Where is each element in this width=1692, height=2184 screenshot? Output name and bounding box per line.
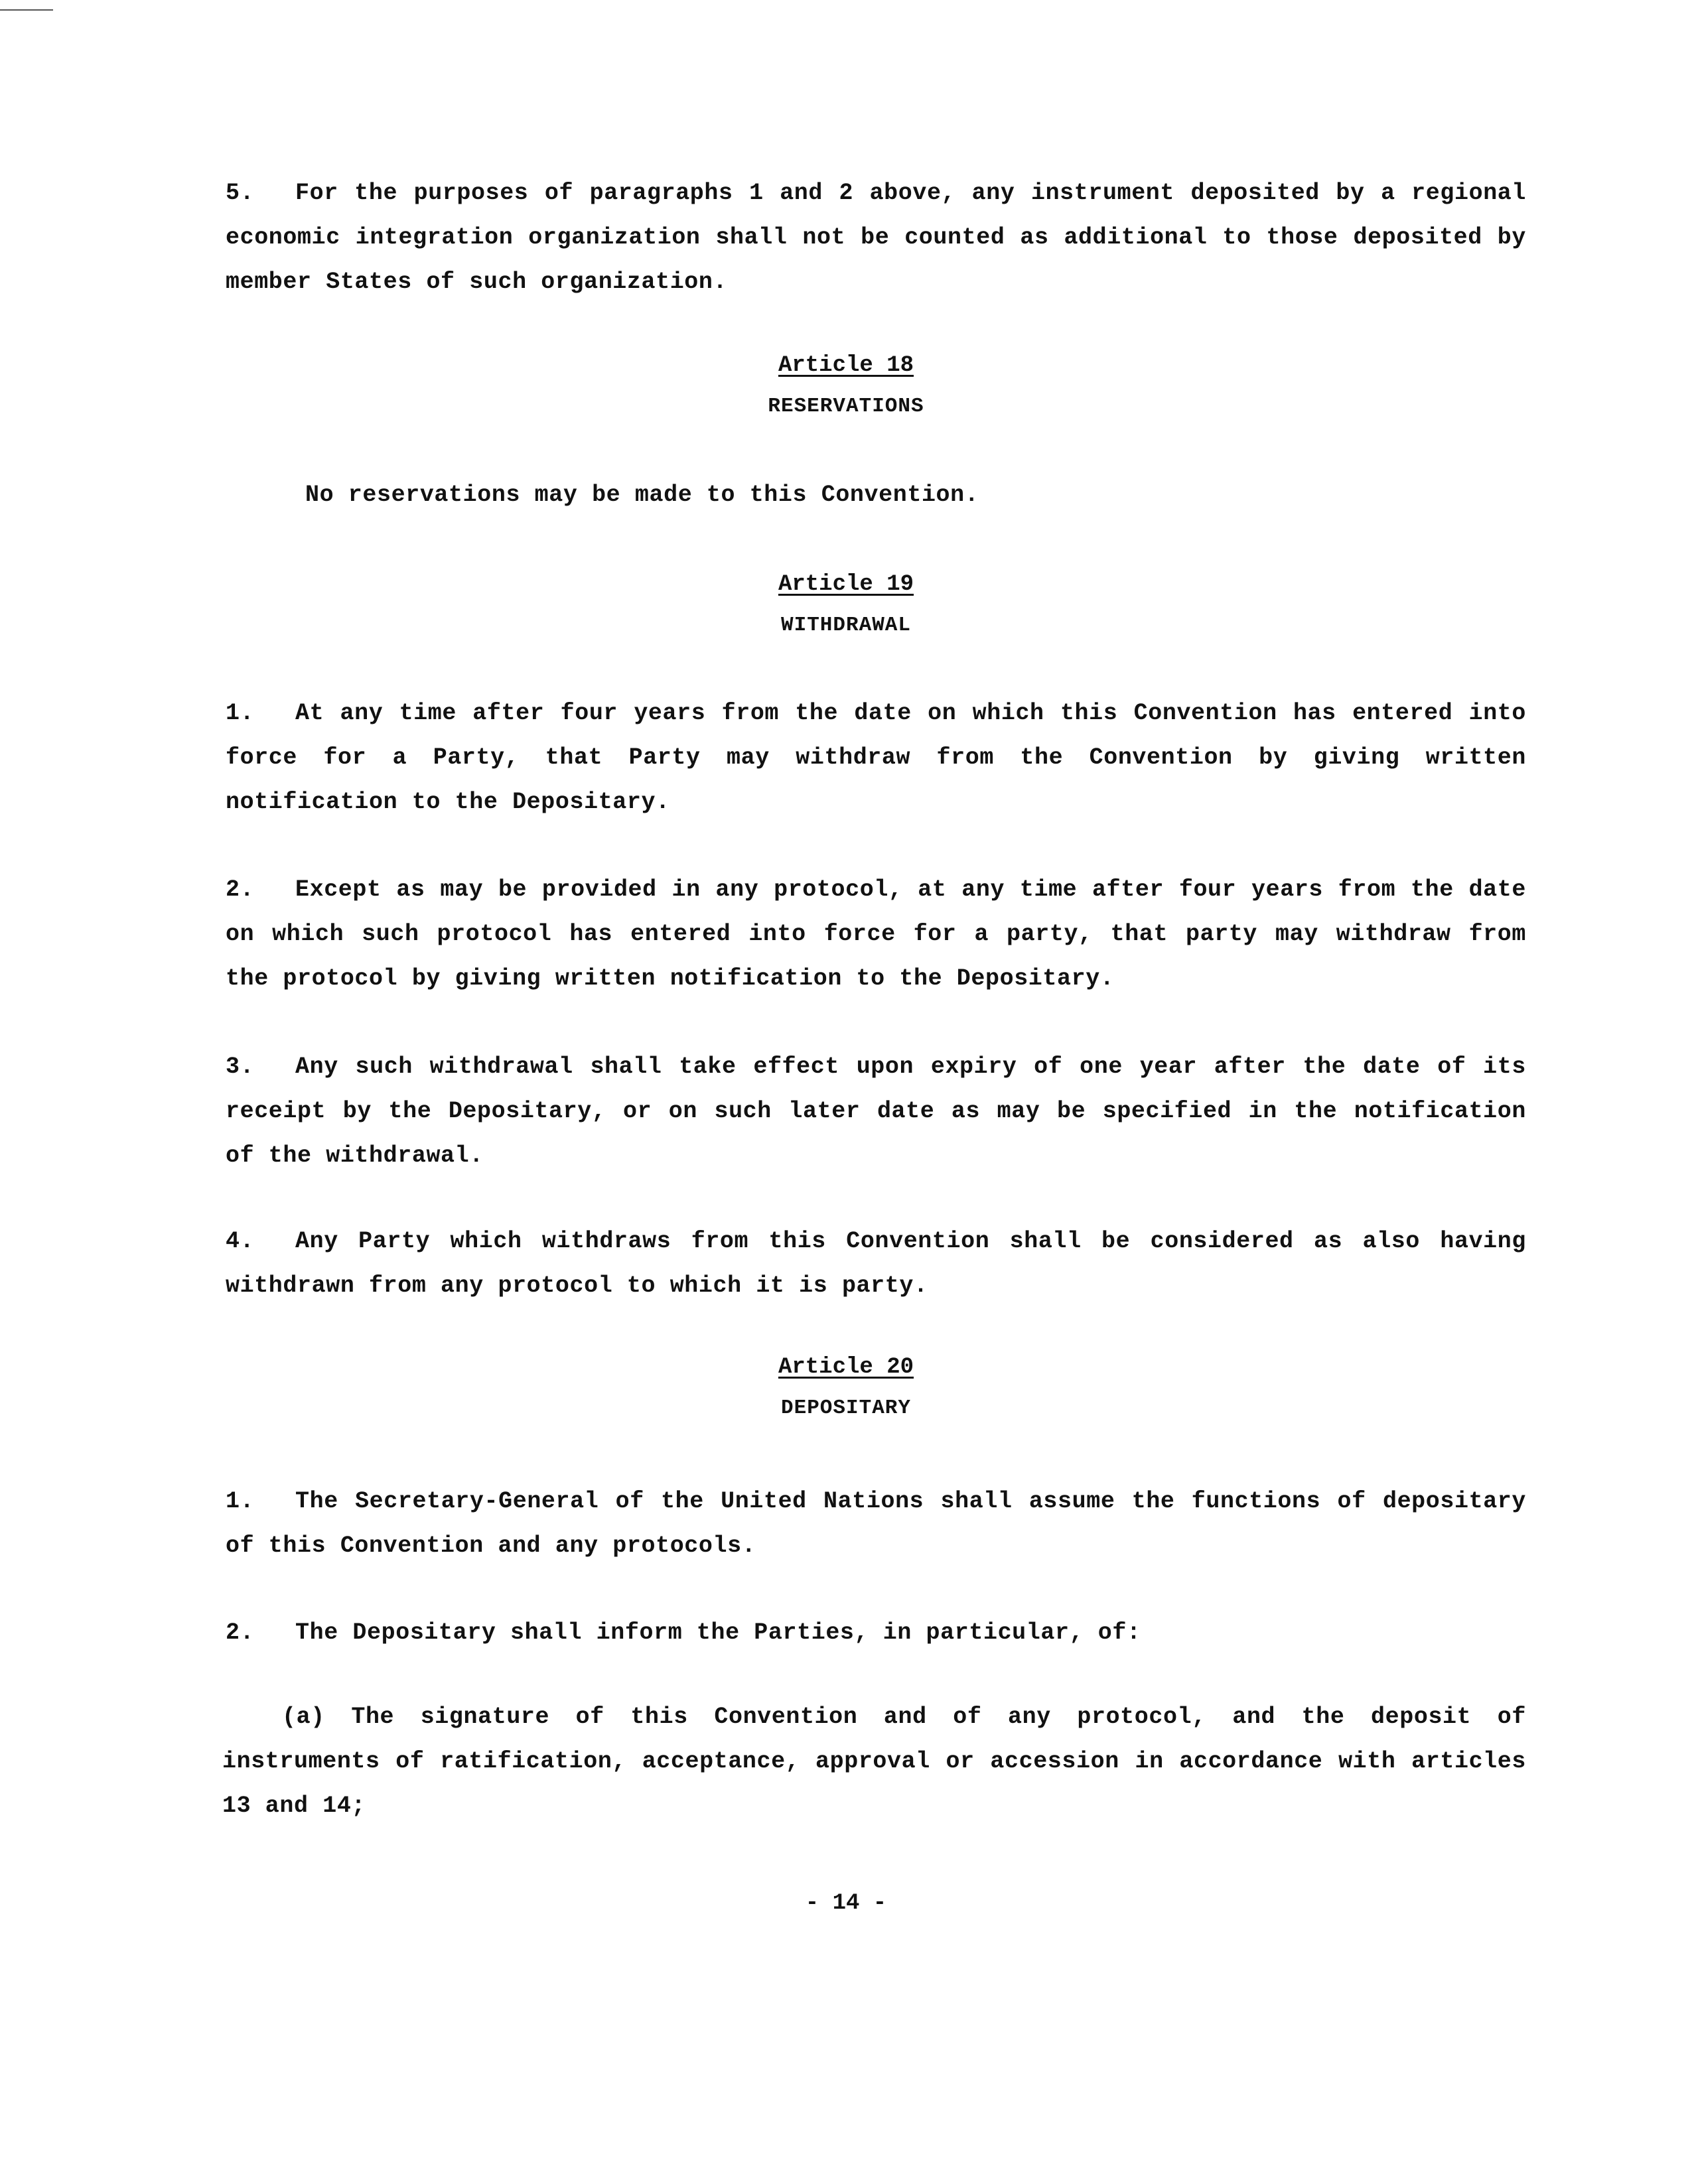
article-title: Article 20 bbox=[778, 1355, 914, 1380]
paragraph-number: 2. bbox=[226, 876, 255, 903]
paragraph-number: 1. bbox=[226, 700, 255, 726]
article-18-text: No reservations may be made to this Convention. bbox=[305, 482, 979, 508]
paragraph-20-1 bbox=[226, 1479, 1526, 1568]
article-title: Article 19 bbox=[778, 572, 914, 597]
paragraph-19-2 bbox=[226, 868, 1526, 1001]
paragraph-number: 5. bbox=[226, 180, 255, 206]
paragraph-text: Any such withdrawal shall take effect upon expiry of one year after the date of its receipt by the Depositary, or on such later date as may be specified in the notification of the withdrawal. bbox=[226, 1054, 1526, 1169]
paragraph-text: Any Party which withdraws from this Convention shall be considered as also having withdrawn from any protocol to which it is party. bbox=[226, 1228, 1526, 1299]
paragraph-text: The Secretary-General of the United Nations shall assume the functions of depositary of this Convention and any protocols. bbox=[226, 1488, 1526, 1559]
paragraph-text: At any time after four years from the date on which this Convention has entered into force for a Party, that Party may withdraw from the Convention by giving written notification to the Depositary. bbox=[226, 700, 1526, 815]
article-20-heading bbox=[0, 1347, 1692, 1429]
paragraph-number: 2. bbox=[226, 1619, 255, 1646]
paragraph-text: The Depositary shall inform the Parties, in particular, of: bbox=[295, 1619, 1141, 1646]
article-subtitle: DEPOSITARY bbox=[780, 1397, 912, 1420]
article-subtitle: RESERVATIONS bbox=[768, 395, 924, 418]
paragraph-19-3 bbox=[226, 1045, 1526, 1178]
paragraph-text: Except as may be provided in any protocol, at any time after four years from the date on which such protocol has entered into force for a party, that party may withdraw from the protocol by giving written notification to the Depositary. bbox=[226, 876, 1526, 992]
paragraph-19-4 bbox=[226, 1219, 1526, 1308]
paragraph-number: 3. bbox=[226, 1054, 255, 1080]
scan-edge-mark bbox=[0, 9, 53, 11]
article-18-heading bbox=[0, 345, 1692, 427]
paragraph-5 bbox=[226, 171, 1526, 305]
paragraph-20-2 bbox=[226, 1611, 1526, 1655]
paragraph-19-1 bbox=[226, 691, 1526, 825]
paragraph-number: 1. bbox=[226, 1488, 255, 1515]
article-title: Article 18 bbox=[778, 353, 914, 378]
article-19-heading bbox=[0, 564, 1692, 646]
article-subtitle: WITHDRAWAL bbox=[780, 614, 912, 637]
paragraph-number: 4. bbox=[226, 1228, 255, 1255]
subparagraph-a: (a) The signature of this Convention and of any protocol, and the deposit of instruments of ratification, acceptance, approval or accession in accordance with articles 13 and 14; bbox=[222, 1704, 1526, 1819]
paragraph-text: For the purposes of paragraphs 1 and 2 above, any instrument deposited by a regional economic integration organization shall not be counted as additional to those deposited by member States of such organization. bbox=[226, 180, 1526, 295]
page-number: - 14 - bbox=[805, 1891, 887, 1916]
